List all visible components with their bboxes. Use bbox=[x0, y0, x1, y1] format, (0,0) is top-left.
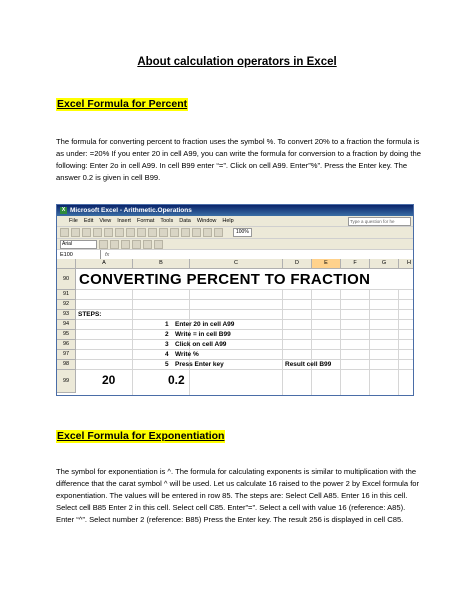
menu-data[interactable]: Data bbox=[179, 218, 191, 224]
cell-b97-step-num[interactable]: 4 bbox=[165, 351, 169, 358]
excel-titlebar bbox=[57, 205, 413, 216]
help-search-input[interactable]: Type a question for he bbox=[348, 217, 411, 226]
sort-icon[interactable] bbox=[203, 228, 212, 237]
excel-menubar bbox=[57, 216, 413, 227]
zoom-select[interactable]: 100% bbox=[233, 228, 252, 237]
gridline bbox=[340, 290, 341, 395]
gridline bbox=[76, 339, 413, 340]
cell-b99-value[interactable]: 0.2 bbox=[168, 373, 185, 387]
open-icon[interactable] bbox=[71, 228, 80, 237]
name-box[interactable]: E100 bbox=[57, 250, 101, 260]
gridline bbox=[76, 329, 413, 330]
cell-c97-step-text[interactable]: Write % bbox=[175, 351, 199, 358]
undo-icon[interactable] bbox=[159, 228, 168, 237]
cell-b95-step-num[interactable]: 2 bbox=[165, 331, 169, 338]
print-icon[interactable] bbox=[93, 228, 102, 237]
italic-icon[interactable] bbox=[110, 240, 119, 249]
spreadsheet-grid bbox=[57, 259, 413, 395]
spelling-icon[interactable] bbox=[115, 228, 124, 237]
row-header-99[interactable]: 99 bbox=[57, 370, 76, 393]
gridline bbox=[76, 289, 413, 290]
row-header-91[interactable]: 91 bbox=[57, 290, 76, 300]
col-header-f[interactable]: F bbox=[341, 259, 370, 269]
gridline bbox=[76, 369, 413, 370]
cell-a90-title[interactable]: CONVERTING PERCENT TO FRACTION bbox=[79, 271, 371, 288]
gridline bbox=[76, 299, 413, 300]
row-header-90[interactable]: 90 bbox=[57, 269, 76, 290]
save-icon[interactable] bbox=[82, 228, 91, 237]
gridline bbox=[132, 290, 133, 395]
cell-c95-step-text[interactable]: Write = in cell B99 bbox=[175, 331, 231, 338]
row-header-96[interactable]: 96 bbox=[57, 340, 76, 350]
fx-icon[interactable]: fx bbox=[105, 252, 110, 258]
align-right-icon[interactable] bbox=[154, 240, 163, 249]
cell-b98-step-num[interactable]: 5 bbox=[165, 361, 169, 368]
section-heading-exponentiation: Excel Formula for Exponentiation bbox=[57, 430, 225, 442]
gridline bbox=[282, 290, 283, 395]
menu-file[interactable]: File bbox=[69, 218, 78, 224]
exponentiation-paragraph: The symbol for exponentiation is ^. The formula for calculating exponents is similar to multiplication with the difference that the carat symbol ^ will be used. Let us calculate 16 raised to the power 2 by Excel formula for exponentiation. The values will be entered in row 85. The steps are: Select Cell A85. Enter 16 in this cell. Select cell B85 Enter 2 in this cell. Select cell C85. Enter”=”. Select a cell with value 16 (reference: A85). Enter “^”. Select number 2 (reference: B85) Press the Enter key. The result 256 is displayed in cell C85. bbox=[56, 467, 420, 524]
menu-help[interactable]: Help bbox=[222, 218, 234, 224]
cell-d98-result-label[interactable]: Result cell B99 bbox=[285, 361, 332, 368]
row-header-92[interactable]: 92 bbox=[57, 300, 76, 310]
align-left-icon[interactable] bbox=[132, 240, 141, 249]
row-header-98[interactable]: 98 bbox=[57, 360, 76, 370]
new-icon[interactable] bbox=[60, 228, 69, 237]
cell-a93-steps-label[interactable]: STEPS: bbox=[78, 311, 102, 318]
gridline bbox=[369, 290, 370, 395]
bold-icon[interactable] bbox=[99, 240, 108, 249]
redo-icon[interactable] bbox=[170, 228, 179, 237]
cell-c94-step-text[interactable]: Enter 20 in cell A99 bbox=[175, 321, 235, 328]
cell-c98-step-text[interactable]: Press Enter key bbox=[175, 361, 224, 368]
cell-b94-step-num[interactable]: 1 bbox=[165, 321, 169, 328]
cut-icon[interactable] bbox=[126, 228, 135, 237]
copy-icon[interactable] bbox=[137, 228, 146, 237]
underline-icon[interactable] bbox=[121, 240, 130, 249]
menu-tools[interactable]: Tools bbox=[160, 218, 174, 224]
menu-insert[interactable]: Insert bbox=[117, 218, 131, 224]
row-header-94[interactable]: 94 bbox=[57, 320, 76, 330]
font-select[interactable]: Arial bbox=[60, 240, 97, 249]
col-header-g[interactable]: G bbox=[370, 259, 399, 269]
excel-screenshot bbox=[56, 204, 414, 396]
menu-format[interactable]: Format bbox=[136, 218, 155, 224]
gridline bbox=[398, 290, 399, 395]
gridline bbox=[76, 359, 413, 360]
col-header-b[interactable]: B bbox=[133, 259, 190, 269]
section-heading-percent: Excel Formula for Percent bbox=[57, 98, 188, 110]
col-header-h[interactable]: H bbox=[399, 259, 414, 269]
select-all-corner[interactable] bbox=[57, 259, 76, 269]
row-header-93[interactable]: 93 bbox=[57, 310, 76, 320]
gridline bbox=[311, 290, 312, 395]
col-header-c[interactable]: C bbox=[190, 259, 283, 269]
menu-view[interactable]: View bbox=[99, 218, 112, 224]
excel-window-title: Microsoft Excel - Arithmetic.Operations bbox=[70, 207, 192, 214]
align-center-icon[interactable] bbox=[143, 240, 152, 249]
col-header-d[interactable]: D bbox=[283, 259, 312, 269]
menu-edit[interactable]: Edit bbox=[83, 218, 94, 224]
cell-b96-step-num[interactable]: 3 bbox=[165, 341, 169, 348]
paste-icon[interactable] bbox=[148, 228, 157, 237]
hyperlink-icon[interactable] bbox=[181, 228, 190, 237]
percent-paragraph: The formula for converting percent to fraction uses the symbol %. To convert 20% to a fraction the formula is as under: =20% If you enter 20 in cell A99, you can write the formula for conversion to a fraction by doing the following: Enter 2o in cell A99. In cell B99 enter “=”. Click on cell A99. Enter”%”. Press the Enter key. The answer 0.2 is given in cell B99. bbox=[56, 137, 421, 182]
formatting-toolbar bbox=[57, 239, 413, 250]
cell-c96-step-text[interactable]: Click on cell A99 bbox=[175, 341, 227, 348]
page-title: About calculation operators in Excel bbox=[137, 56, 337, 68]
excel-app-icon: X bbox=[61, 207, 66, 213]
preview-icon[interactable] bbox=[104, 228, 113, 237]
row-header-97[interactable]: 97 bbox=[57, 350, 76, 360]
menu-window[interactable]: Window bbox=[196, 218, 217, 224]
standard-toolbar bbox=[57, 227, 413, 239]
chart-icon[interactable] bbox=[214, 228, 223, 237]
gridline bbox=[76, 309, 413, 310]
col-header-e[interactable]: E bbox=[312, 259, 341, 269]
autosum-icon[interactable] bbox=[192, 228, 201, 237]
gridline bbox=[76, 349, 413, 350]
col-header-a[interactable]: A bbox=[76, 259, 133, 269]
row-header-95[interactable]: 95 bbox=[57, 330, 76, 340]
cell-a99-value[interactable]: 20 bbox=[102, 373, 116, 387]
gridline bbox=[76, 319, 413, 320]
